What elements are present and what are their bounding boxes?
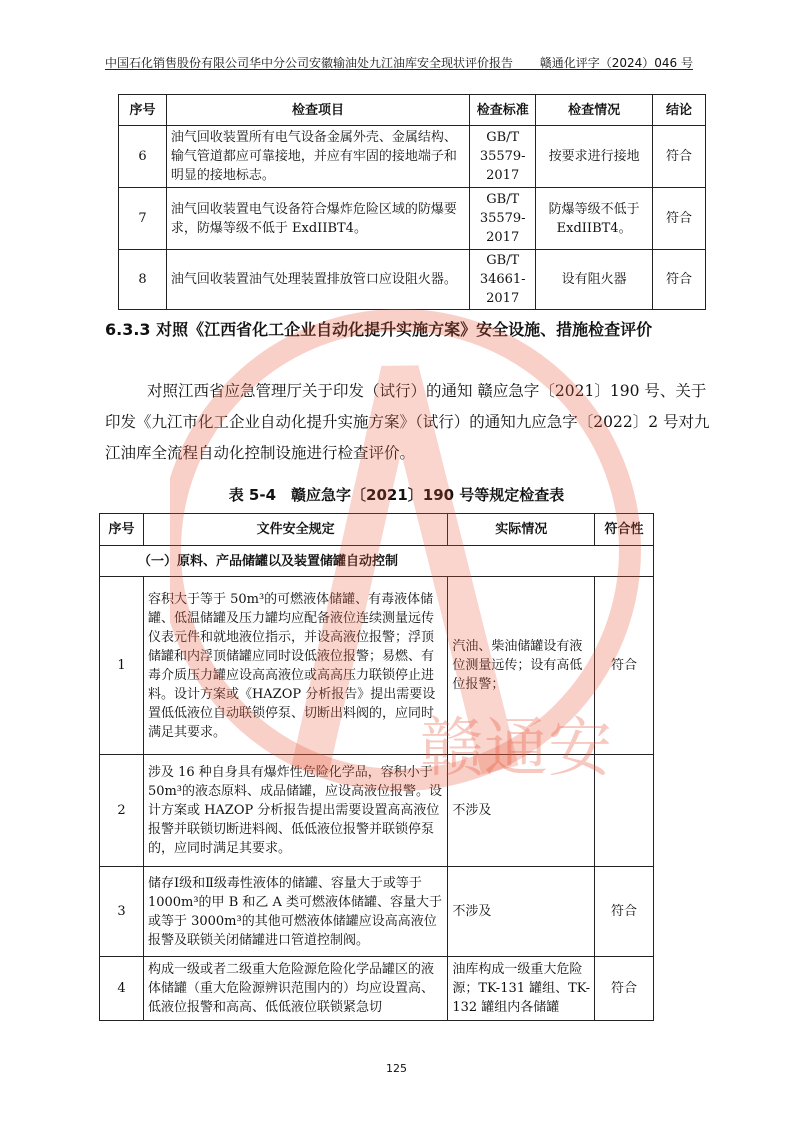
cell-no: 4 [100,957,144,1021]
cell-std: GB/T 35579-2017 [470,126,536,188]
cell-status: 设有阻火器 [536,250,653,310]
cell-actual: 不涉及 [448,755,595,867]
cell-status: 按要求进行接地 [536,126,653,188]
cell-actual: 不涉及 [448,867,595,957]
header-divider [105,69,693,70]
header-company: 中国石化销售股份有限公司华中分公司安徽输油处九江油库安全现状评价报告 [105,56,514,70]
section-title: 6.3.3 对照《江西省化工企业自动化提升实施方案》安全设施、措施检查评价 [105,320,653,339]
cell-result: 符合 [595,957,654,1021]
watermark-text: 赣通安 [420,712,612,786]
table-row [100,867,654,957]
cell-item: 油气回收装置电气设备符合爆炸危险区域的防爆要求，防爆等级不低于 ExdIIBT4。 [166,188,469,250]
cell-rule: 涉及 16 种自身具有爆炸性危险化学品，容积小于 50m³的液态原料、成品储罐，应设高液位报警。设计方案或 HAZOP 分析报告提出需要设置高高液位报警并联锁切断进料阀、低低液位报警并联锁停泵的，应同时满足其要求。 [143,755,447,867]
page-number: 125 [386,1062,407,1075]
header-doc-no: 赣通化评字（2024）046 号 [539,56,693,70]
col-header: 检查情况 [536,95,653,126]
cell-result: 符合 [595,577,654,755]
cell-rule: 容积大于等于 50m³的可燃液体储罐、有毒液体储罐、低温储罐及压力罐均应配备液位连续测量远传仪表元件和就地液位指示，并设高液位报警；浮顶储罐和内浮顶储罐应同时设低液位报警；易燃、有毒介质压力罐应设高高液位或高高压力联锁停止进料。设计方案或《HAZOP 分析报告》提出需要设置低低液位自动联锁停泵、切断出料阀的，应同时满足其要求。 [143,577,447,755]
cell-std: GB/T 34661-2017 [470,250,536,310]
subheading: （一）原料、产品储罐以及装置储罐自动控制 [100,546,654,577]
table-caption: 表 5-4 赣应急字〔2021〕190 号等规定检查表 [228,486,565,504]
col-header: 文件安全规定 [143,514,447,546]
cell-status: 防爆等级不低于 ExdIIBT4。 [536,188,653,250]
col-header: 检查标准 [470,95,536,126]
col-header: 检查项目 [166,95,469,126]
cell-no: 8 [119,250,167,310]
cell-no: 3 [100,867,144,957]
page-header [105,52,693,70]
cell-result [595,755,654,867]
table-row [100,957,654,1021]
section-paragraph: 对照江西省应急管理厅关于印发（试行）的通知 赣应急字〔2021〕190 号、关于印发《九江市化工企业自动化提升实施方案》（试行）的通知九应急字〔2022〕2 号对九江油库全流程自动化控制设施进行检查评价。 [105,382,710,462]
cell-rule: 储存Ⅰ级和Ⅱ级毒性液体的储罐、容量大于或等于 1000m³的甲 B 和乙 A 类可燃液体储罐、容量大于或等于 3000m³的其他可燃液体储罐应设高高液位报警及联锁关闭储罐进口管道控制阀。 [143,867,447,957]
col-header: 结论 [653,95,706,126]
cell-no: 1 [100,577,144,755]
cell-result: 符合 [595,867,654,957]
cell-item: 油气回收装置所有电气设备金属外壳、金属结构、输气管道都应可靠接地，并应有牢固的接地端子和明显的接地标志。 [166,126,469,188]
table-row [119,250,706,310]
table-row [100,755,654,867]
cell-no: 2 [100,755,144,867]
cell-result: 符合 [653,188,706,250]
cell-std: GB/T 35579-2017 [470,188,536,250]
col-header: 序号 [100,514,144,546]
cell-item: 油气回收装置油气处理装置排放管口应设阻火器。 [166,250,469,310]
table-row [100,577,654,755]
cell-no: 6 [119,126,167,188]
col-header: 符合性 [595,514,654,546]
cell-result: 符合 [653,250,706,310]
cell-rule: 构成一级或者二级重大危险源危险化学品罐区的液体储罐（重大危险源辨识范围内的）均应设置高、低液位报警和高高、低低液位联锁紧急切 [143,957,447,1021]
cell-actual: 汽油、柴油储罐设有液位测量远传；设有高低位报警； [448,577,595,755]
col-header: 实际情况 [448,514,595,546]
cell-result: 符合 [653,126,706,188]
subheading-row [100,546,654,577]
table-row [119,126,706,188]
cell-no: 7 [119,188,167,250]
cell-actual: 油库构成一级重大危险源；TK-131 罐组、TK-132 罐组内各储罐 [448,957,595,1021]
check-table-1 [118,94,706,310]
table-header-row [119,95,706,126]
col-header: 序号 [119,95,167,126]
table-row [119,188,706,250]
table-header-row [100,514,654,546]
check-table-2 [99,513,654,1021]
